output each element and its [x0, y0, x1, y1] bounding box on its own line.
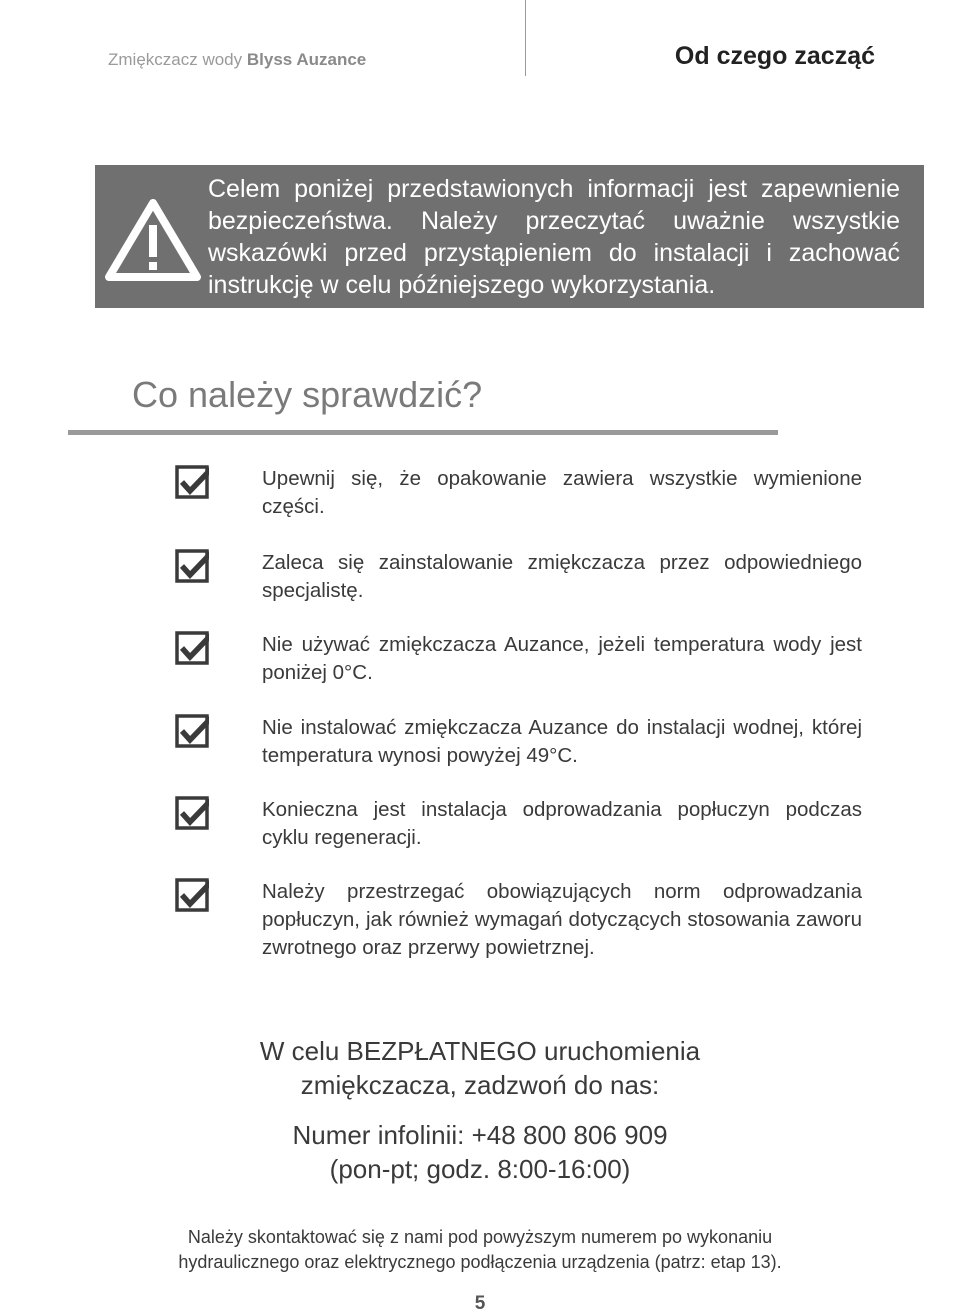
- checklist-item-text: Zaleca się zainstalowanie zmiękczacza przez odpowiedniego specjalistę.: [262, 551, 862, 602]
- title-rule: [68, 430, 778, 435]
- checklist-item-text: Upewnij się, że opakowanie zawiera wszystkie wymienione części.: [262, 467, 862, 518]
- checklist-item-text: Nie instalować zmiękczacza Auzance do instalacji wodnej, której temperatura wynosi powyżej 49°C.: [262, 716, 862, 767]
- contact-note: [0, 1225, 960, 1275]
- warning-triangle-icon: [105, 199, 201, 281]
- header-divider: [525, 0, 526, 76]
- safety-warning-box: [95, 165, 924, 308]
- contact-note-line-1: Należy skontaktować się z nami pod powyższym numerem po wykonaniu: [187, 1227, 773, 1247]
- contact-phone: [0, 1118, 960, 1186]
- page-number: 5: [474, 1293, 486, 1314]
- checkbox-checked-icon: [175, 878, 209, 912]
- checklist-item-text: Nie używać zmiękczacza Auzance, jeżeli temperatura wody jest poniżej 0°C.: [262, 633, 862, 684]
- checklist-item-text: Należy przestrzegać obowiązujących norm odprowadzania popłuczyn, jak również wymagań dotyczących stosowania zaworu zwrotnego oraz przerwy powietrznej.: [262, 880, 862, 959]
- warning-text: Celem poniżej przedstawionych informacji jest zapewnienie bezpieczeństwa. Należy przeczytać uważnie wszystkie wskazówki przed przystąpieniem do instalacji i zachować instrukcję w celu późniejszego wykorzystania.: [208, 175, 900, 299]
- phone-number-line: Numer infolinii: +48 800 806 909: [292, 1120, 668, 1150]
- checklist-item-text: Konieczna jest instalacja odprowadzania popłuczyn podczas cyklu regeneracji.: [262, 798, 862, 849]
- checkbox-checked-icon: [175, 549, 209, 583]
- contact-call-to-action: [0, 1034, 960, 1102]
- product-prefix: Zmiękczacz wody: [108, 50, 243, 69]
- contact-note-line-2: hydraulicznego oraz elektrycznego podłączenia urządzenia (patrz: etap 13).: [178, 1252, 782, 1272]
- checkbox-checked-icon: [175, 796, 209, 830]
- checkbox-checked-icon: [175, 714, 209, 748]
- product-name: Blyss Auzance: [246, 50, 367, 69]
- checklist-title: Co należy sprawdzić?: [132, 374, 483, 415]
- contact-line-1: W celu BEZPŁATNEGO uruchomienia: [259, 1036, 701, 1066]
- phone-hours-line: (pon-pt; godz. 8:00-16:00): [329, 1154, 631, 1184]
- contact-line-2: zmiękczacza, zadzwoń do nas:: [300, 1070, 660, 1100]
- document-header-product: [108, 50, 366, 70]
- checkbox-checked-icon: [175, 465, 209, 499]
- section-heading: Od czego zacząć: [674, 42, 875, 70]
- checkbox-checked-icon: [175, 631, 209, 665]
